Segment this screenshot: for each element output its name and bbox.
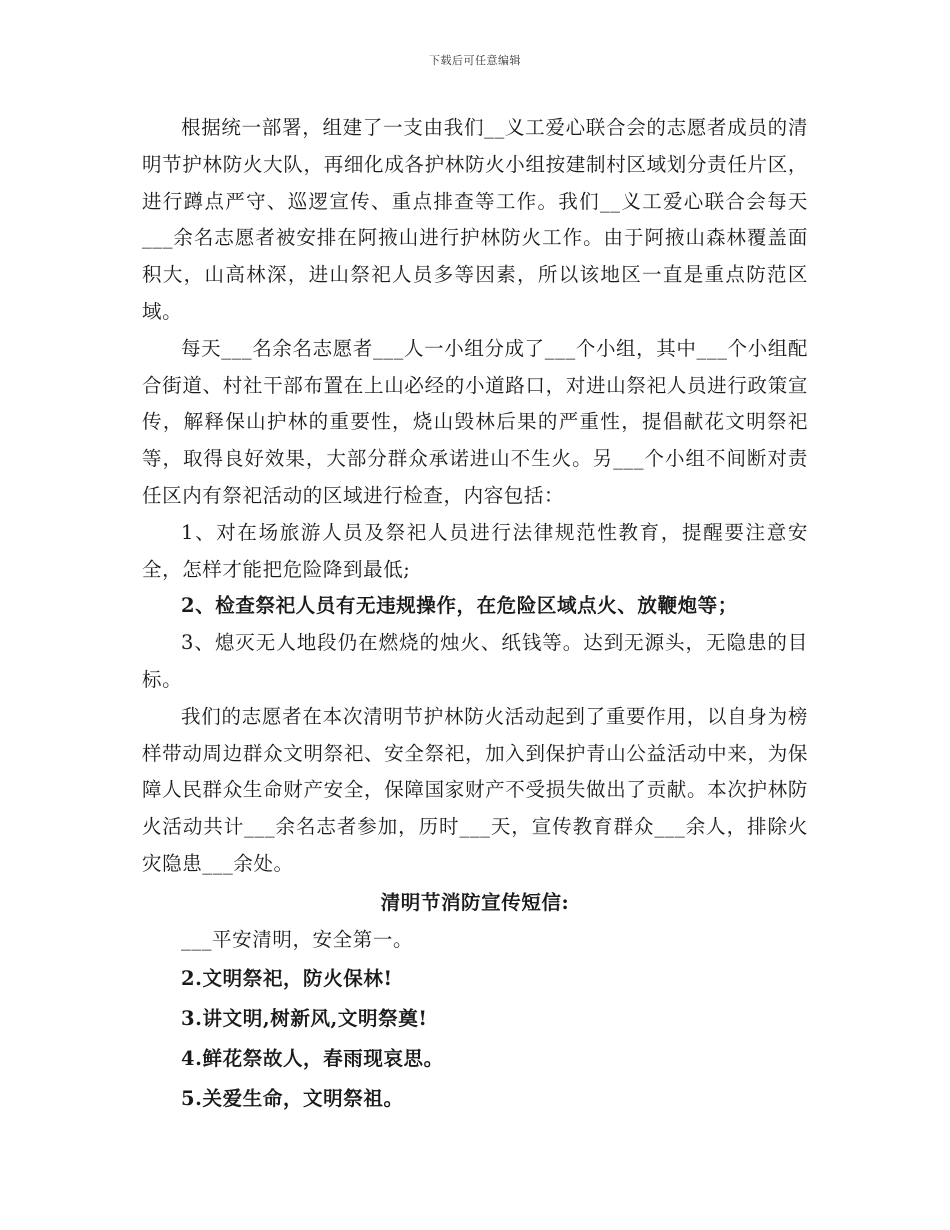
list-item-education: 1、对在场旅游人员及祭祀人员进行法律规范性教育，提醒要注意安全，怎样才能把危险降到最低; (142, 520, 808, 581)
list-item-extinguish: 3、熄灭无人地段仍在燃烧的烛火、纸钱等。达到无源头，无隐患的目标。 (142, 631, 808, 691)
paragraph-daily-work: 每天___名余名志愿者___人一小组分成了___个小组，其中___个小组配合街道、村社干部布置在上山必经的小道路口，对进山祭祀人员进行政策宣传，解释保山护林的重要性，烧山毁林后果的严重性，提倡献花文明祭祀等，取得良好效果，大部分群众承诺进山不生火。另___个小组不间断对责任区内有祭祀活动的区域进行检查，内容包括： (142, 336, 808, 507)
slogan-item: 5.关爱生命，文明祭祖。 (181, 1086, 404, 1110)
slogan-item: 2.文明祭祀，防火保林! (181, 967, 393, 991)
document-body (142, 110, 808, 1118)
paragraph-summary: 我们的志愿者在本次清明节护林防火活动起到了重要作用，以自身为榜样带动周边群众文明祭祀、安全祭祀，加入到保护青山公益活动中来，为保障人民群众生命财产安全，保障国家财产不受损失做出了贡献。本次护林防火活动共计___余名志者参加，历时___天，宣传教育群众___余人，排除火灾隐患___余处。 (142, 704, 808, 875)
list-item-inspection: 2、检查祭祀人员有无违规操作，在危险区域点火、放鞭炮等； (181, 594, 738, 618)
section-heading-sms: 清明节消防宣传短信: (380, 890, 570, 914)
page-header-note: 下载后可任意编辑 (429, 54, 521, 67)
slogan-item: 4.鲜花祭故人，春雨现哀思。 (181, 1046, 444, 1070)
slogan-item: ___平安清明，安全第一。 (181, 927, 414, 951)
paragraph-organization: 根据统一部署，组建了一支由我们__义工爱心联合会的志愿者成员的清明节护林防火大队，再细化成各护林防火小组按建制村区域划分责任片区，进行蹲点严守、巡逻宣传、重点排查等工作。我们__义工爱心联合会每天___余名志愿者被安排在阿掖山进行护林防火工作。由于阿掖山森林覆盖面积大，山高林深，进山祭祀人员多等因素，所以该地区一直是重点防范区域。 (142, 116, 808, 323)
slogan-item: 3.讲文明,树新风,文明祭奠! (181, 1007, 428, 1031)
